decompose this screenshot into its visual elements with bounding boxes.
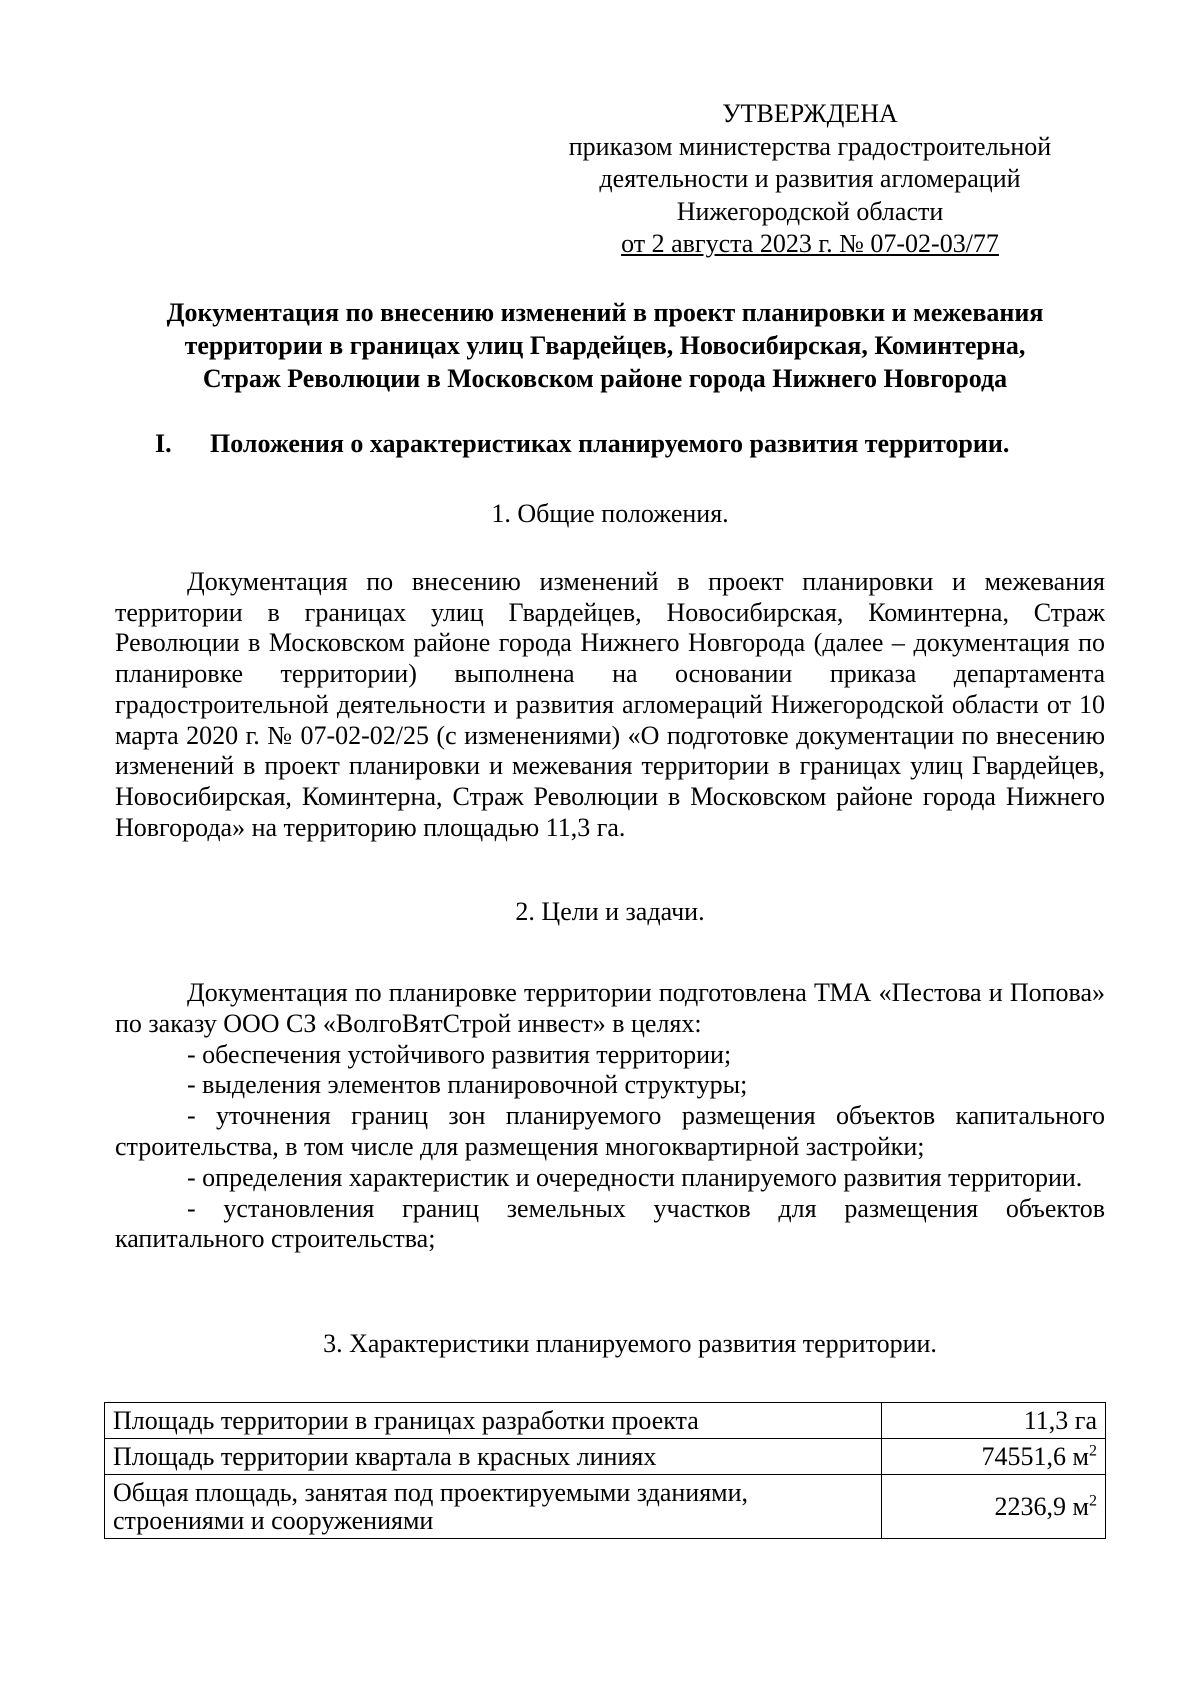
goals-item: - определения характеристик и очередности планируемого развития территории.: [187, 1162, 1083, 1192]
approval-status: УТВЕРЖДЕНА: [722, 99, 898, 128]
title-line: территории в границах улиц Гвардейцев, Новосибирская, Коминтерна,: [184, 331, 1026, 360]
approval-block: [520, 98, 1100, 261]
approval-line: деятельности и развития агломераций: [599, 164, 1021, 193]
table-row: [105, 1403, 1106, 1439]
characteristics-heading: 3. Характеристики планируемого развития территории.: [323, 1329, 937, 1358]
section-title: Положения о характеристиках планируемого развития территории.: [210, 429, 1010, 458]
row-value: [882, 1439, 1106, 1475]
goals-block: [115, 978, 1105, 1255]
title-line: Документация по внесению изменений в проект планировки и межевания: [166, 298, 1044, 327]
goals-item: - установления границ земельных участков для размещения объектов капитального строительства;: [115, 1193, 1105, 1254]
row-value: [882, 1403, 1106, 1439]
row-name: Общая площадь, занятая под проектируемыми зданиями, строениями и сооружениями: [105, 1475, 882, 1539]
section-heading: [155, 428, 1115, 460]
section-number: I.: [155, 429, 172, 458]
row-name: Площадь территории квартала в красных линиях: [105, 1439, 882, 1475]
characteristics-table: [104, 1402, 1106, 1539]
value-unit-exponent: 2: [1089, 1442, 1097, 1460]
title-line: Страж Революции в Московском районе города Нижнего Новгорода: [202, 364, 1008, 393]
table-row: [105, 1439, 1106, 1475]
value-text: 2236,9 м: [994, 1492, 1089, 1521]
goals-heading: 2. Цели и задачи.: [515, 897, 705, 926]
value-text: 74551,6 м: [981, 1442, 1089, 1471]
general-heading: 1. Общие положения.: [491, 499, 729, 528]
table-row: [105, 1475, 1106, 1539]
row-value: [882, 1475, 1106, 1539]
value-text: 11,3 га: [1023, 1406, 1097, 1435]
goals-item: - выделения элементов планировочной структуры;: [187, 1070, 748, 1100]
approval-line: приказом министерства градостроительной: [568, 131, 1052, 161]
goals-item: - обеспечения устойчивого развития территории;: [187, 1039, 732, 1069]
document-title: [115, 296, 1095, 395]
row-name: Площадь территории в границах разработки проекта: [105, 1403, 882, 1439]
value-unit-exponent: 2: [1089, 1492, 1097, 1510]
goals-intro: Документация по планировке территории подготовлена ТМА «Пестова и Попова» по заказу ООО СЗ «ВолгоВятСтрой инвест» в целях:: [115, 978, 1105, 1038]
approval-order: от 2 августа 2023 г. № 07-02-03/77: [621, 229, 999, 258]
general-paragraph: Документация по внесению изменений в проект планировки и межевания территории в границах улиц Гвардейцев, Новосибирская, Коминтерна, Страж Революции в Московском районе города Нижнего Новгорода (далее – документация по планировке территории) выполнена на основании приказа департамента градостроительной деятельности и развития агломераций Нижегородской области от 10 марта 2020 г. № 07-02-02/25 (с изменениями) «О подготовке документации по внесению изменений в проект планировки и межевания территории в границах улиц Гвардейцев, Новосибирская, Коминтерна, Страж Революции в Московском районе города Нижнего Новгорода» на территорию площадью 11,3 га.: [115, 567, 1105, 842]
approval-line: Нижегородской области: [676, 196, 944, 226]
goals-item: - уточнения границ зон планируемого размещения объектов капитального строительства, в том числе для размещения многоквартирной застройки;: [115, 1101, 1105, 1161]
